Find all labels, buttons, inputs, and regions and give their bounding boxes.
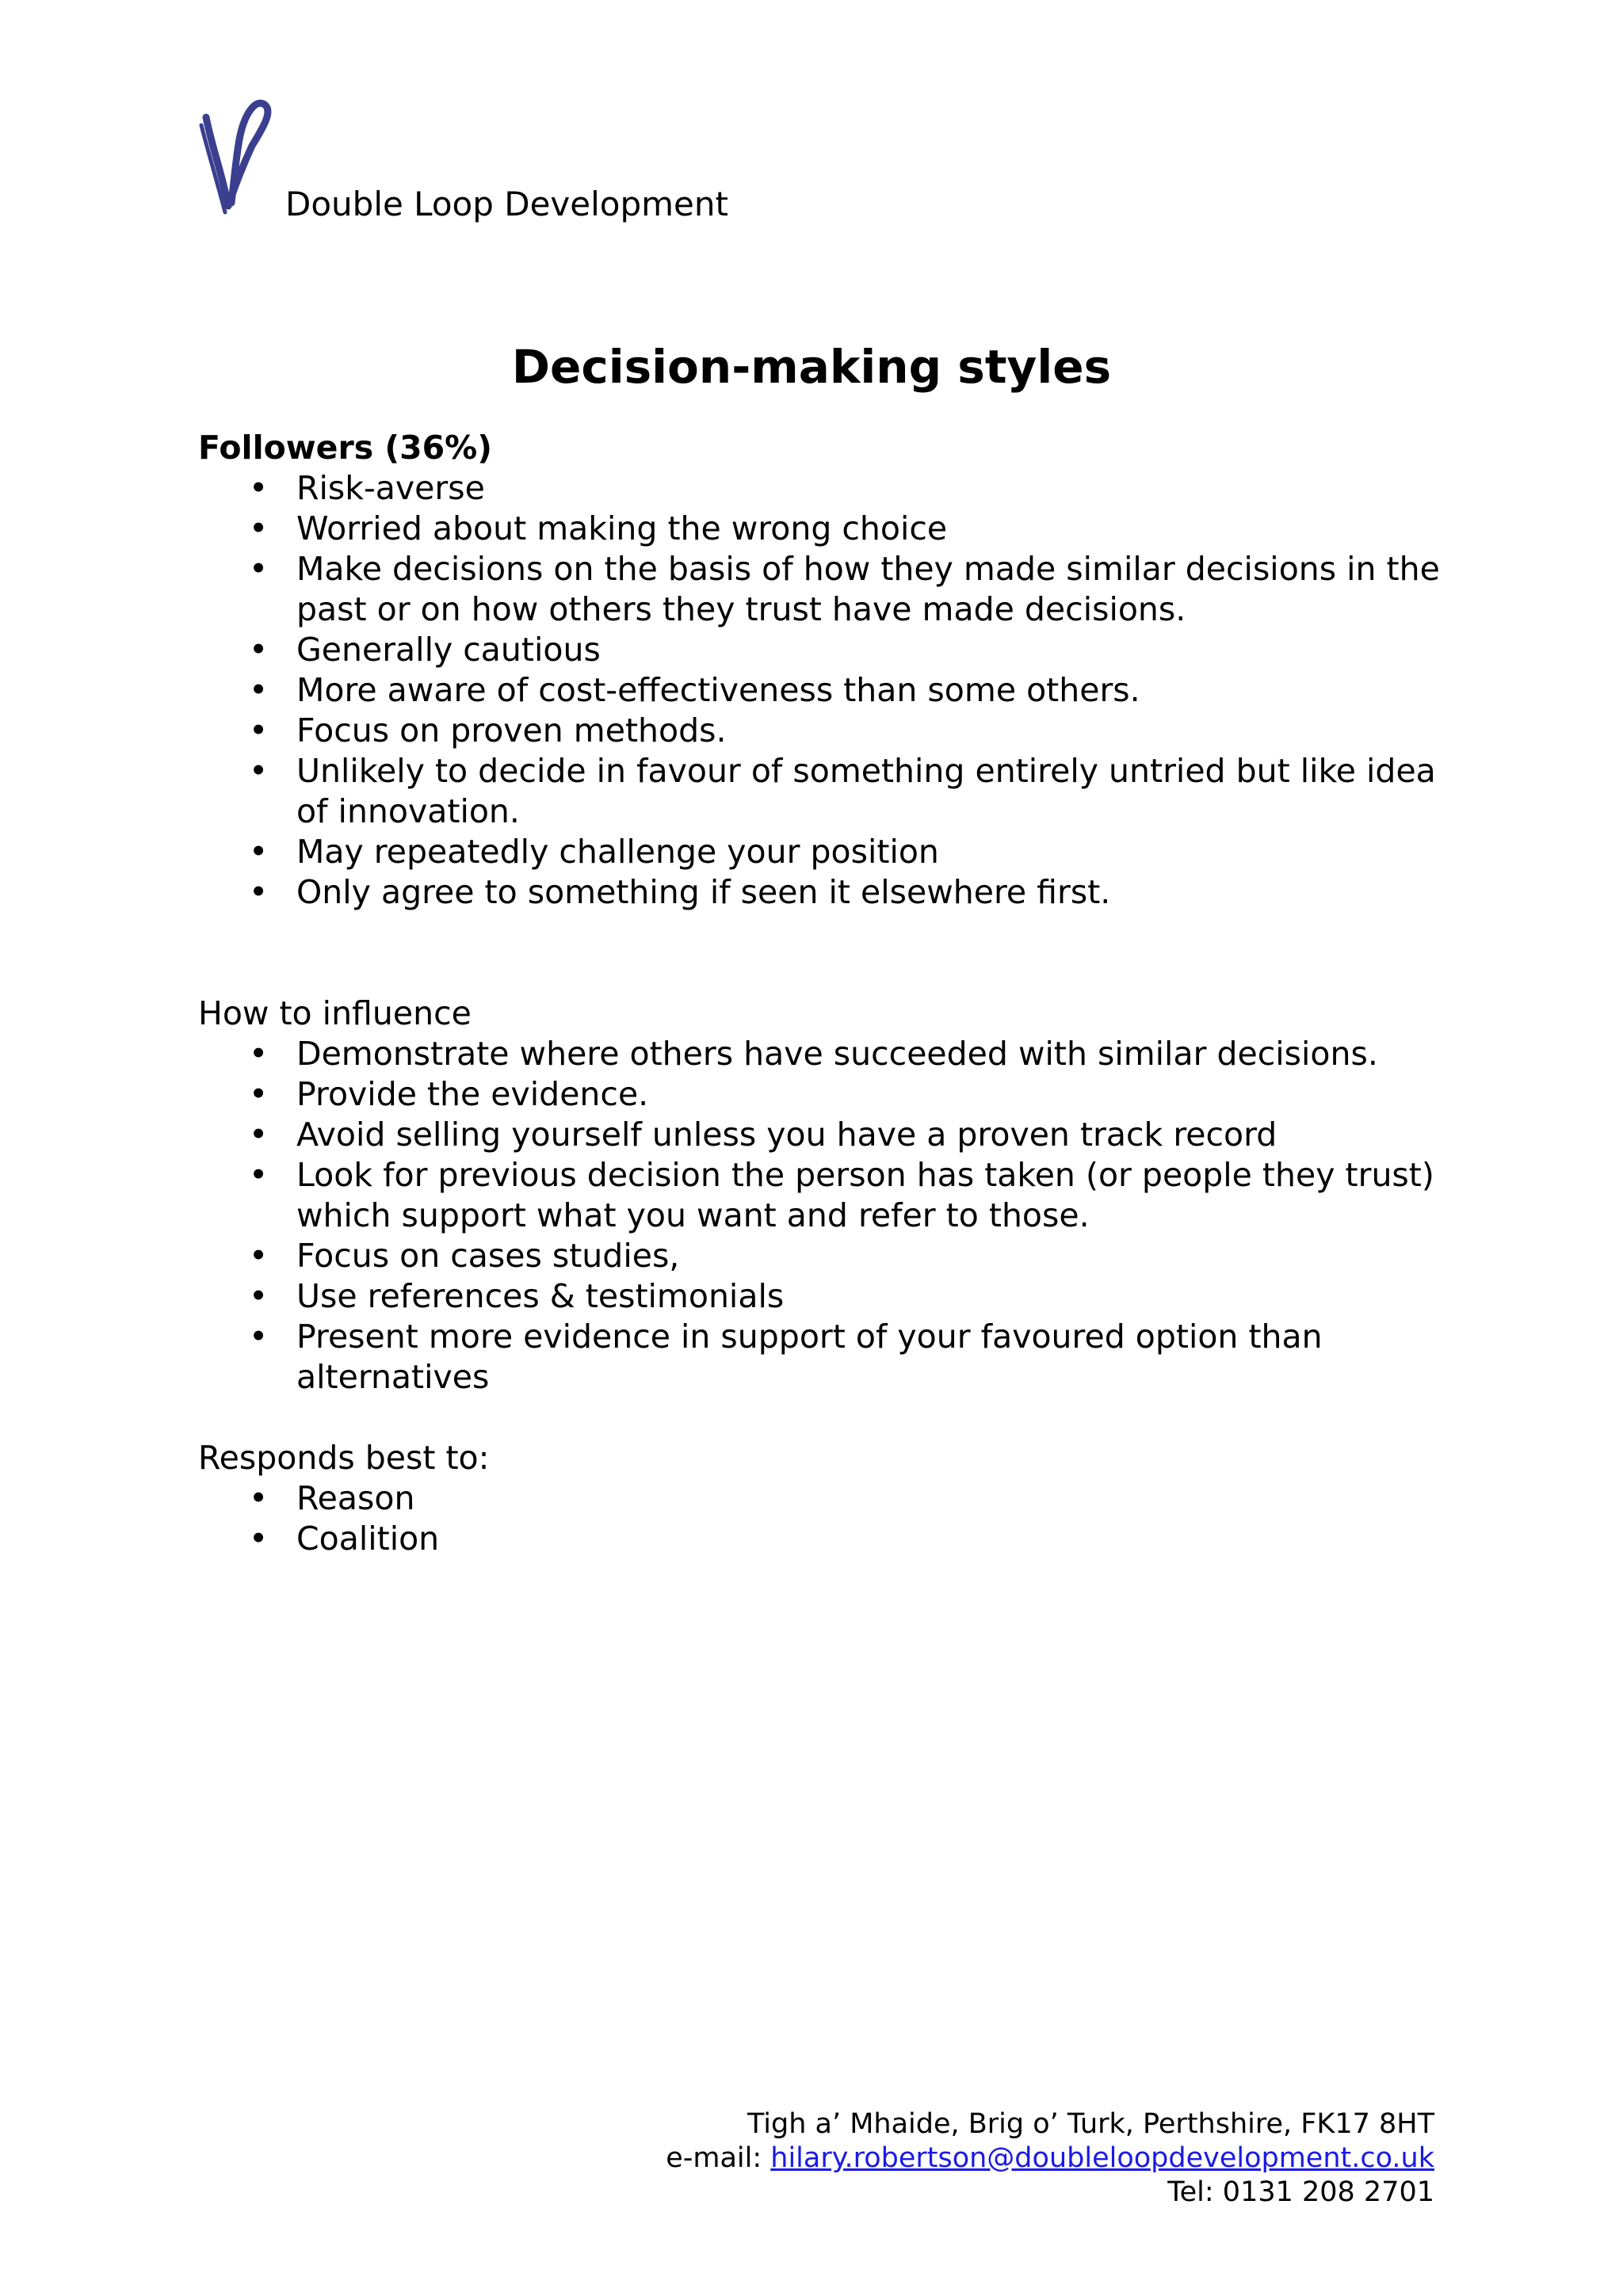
list-item-text: Make decisions on the basis of how they made similar decisions in the past or on how others they trust have made decisions. [296, 550, 1440, 628]
list-item [198, 832, 1450, 872]
list-item-text: Avoid selling yourself unless you have a proven track record [296, 1116, 1277, 1154]
page-title: Decision-making styles [511, 340, 1112, 394]
email-link[interactable]: hilary.robertson@doubleloopdevelopment.co.uk [770, 2142, 1434, 2174]
bullet-icon: • [249, 752, 269, 790]
list-item-text: May repeatedly challenge your position [296, 833, 939, 871]
list-item [198, 1519, 1450, 1559]
bullet-icon: • [249, 711, 269, 749]
list-item-text: Risk-averse [296, 469, 485, 507]
bullet-icon: • [249, 1075, 269, 1113]
document-body [198, 428, 1450, 1559]
footer-email-line [666, 2142, 1434, 2176]
bullet-icon: • [249, 1237, 269, 1275]
list-item-text: Demonstrate where others have succeeded with similar decisions. [296, 1035, 1378, 1073]
double-loop-logo-icon [195, 93, 282, 220]
list-item [198, 711, 1450, 751]
list-item-text: Generally cautious [296, 631, 601, 669]
influence-heading: How to influence [198, 994, 472, 1032]
followers-heading: Followers (36%) [198, 429, 492, 467]
list-item [198, 1317, 1450, 1398]
list-item-text: Unlikely to decide in favour of something entirely untried but like idea of innovation. [296, 752, 1436, 830]
footer-phone: Tel: 0131 208 2701 [1167, 2176, 1434, 2208]
bullet-icon: • [249, 1318, 269, 1356]
company-name: Double Loop Development [285, 185, 728, 223]
bullet-icon: • [249, 1479, 269, 1517]
bullet-icon: • [249, 631, 269, 669]
list-item-text: Present more evidence in support of your favoured option than alternatives [296, 1318, 1323, 1396]
list-item-text: Look for previous decision the person has taken (or people they trust) which support what you want and refer to those. [296, 1156, 1434, 1234]
list-item-text: Provide the evidence. [296, 1075, 649, 1113]
bullet-icon: • [249, 509, 269, 547]
list-item-text: Only agree to something if seen it elsewhere first. [296, 873, 1111, 911]
list-item [198, 1115, 1450, 1155]
list-item [198, 670, 1450, 711]
responds-list [198, 1478, 1450, 1559]
bullet-icon: • [249, 833, 269, 871]
bullet-icon: • [249, 873, 269, 911]
bullet-icon: • [249, 671, 269, 709]
followers-list [198, 468, 1450, 913]
list-item-text: Coalition [296, 1520, 440, 1558]
footer-contact [666, 2107, 1434, 2210]
influence-list [198, 1034, 1450, 1398]
list-item [198, 468, 1450, 509]
bullet-icon: • [249, 469, 269, 507]
list-item-text: Focus on proven methods. [296, 711, 727, 749]
bullet-icon: • [249, 1520, 269, 1558]
list-item [198, 1478, 1450, 1519]
spacer [198, 913, 1450, 994]
bullet-icon: • [249, 1156, 269, 1194]
list-item [198, 509, 1450, 549]
bullet-icon: • [249, 1035, 269, 1073]
list-item-text: More aware of cost-effectiveness than some others. [296, 671, 1140, 709]
list-item [198, 751, 1450, 832]
list-item-text: Focus on cases studies, [296, 1237, 680, 1275]
bullet-icon: • [249, 550, 269, 588]
list-item-text: Reason [296, 1479, 415, 1517]
list-item [198, 1276, 1450, 1317]
email-label: e-mail: [666, 2142, 771, 2174]
bullet-icon: • [249, 1116, 269, 1154]
list-item [198, 1034, 1450, 1074]
list-item [198, 1236, 1450, 1276]
list-item-text: Use references & testimonials [296, 1277, 785, 1315]
footer-address: Tigh a’ Mhaide, Brig o’ Turk, Perthshire, FK17 8HT [747, 2108, 1434, 2140]
list-item [198, 630, 1450, 670]
spacer [198, 1398, 1450, 1438]
bullet-icon: • [249, 1277, 269, 1315]
list-item [198, 1155, 1450, 1236]
list-item [198, 872, 1450, 913]
responds-heading: Responds best to: [198, 1439, 490, 1477]
list-item [198, 549, 1450, 630]
list-item-text: Worried about making the wrong choice [296, 509, 948, 547]
list-item [198, 1074, 1450, 1115]
